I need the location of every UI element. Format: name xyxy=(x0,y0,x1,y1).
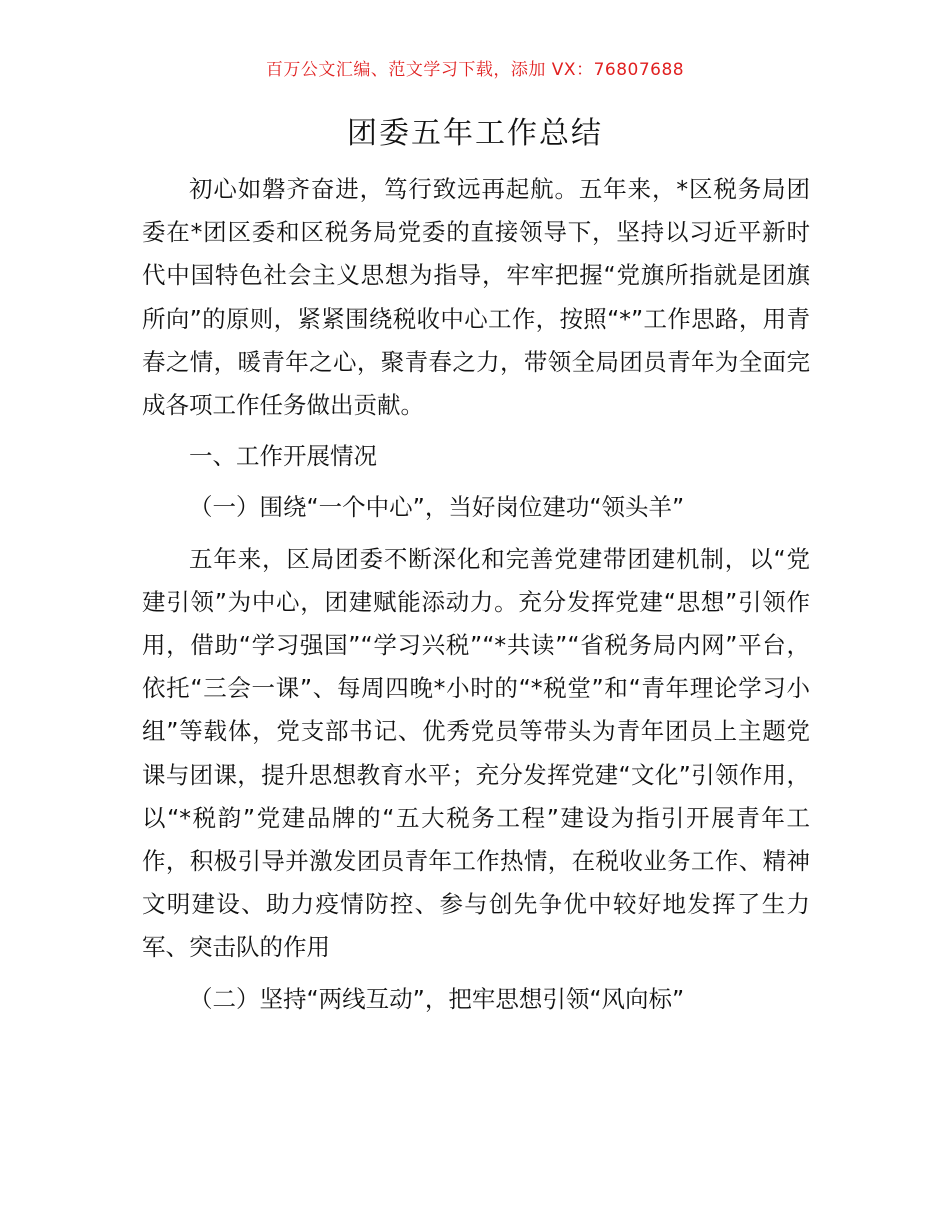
subsection-heading: （二）坚持“两线互动”，把牢思想引领“风向标” xyxy=(189,984,685,1013)
intro-paragraph: 初心如磐齐奋进，笃行致远再起航。五年来，*区税务局团委在*团区委和区税务局党委的直接领导下，坚持以习近平新时代中国特色社会主义思想为指导，牢牢把握“党旗所指就是团旗所向”的原则，紧紧围绕税收中心工作，按照“*”工作思路，用青春之情，暖青年之心，聚青春之力，带领全局团员青年为全面完成各项工作任务做出贡献。 xyxy=(142,175,810,420)
document-title: 团委五年工作总结 xyxy=(347,116,603,151)
body-paragraph: 五年来，区局团委不断深化和完善党建带团建机制，以“党建引领”为中心，团建赋能添动力。充分发挥党建“思想”引领作用，借助“学习强国”“学习兴税”“*共读”“省税务局内网”平台，依托“三会一课”、每周四晚*小时的“*税堂”和“青年理论学习小组”等载体，党支部书记、优秀党员等带头为青年团员上主题党课与团课，提升思想教育水平；充分发挥党建“文化”引领作用，以“*税韵”党建品牌的“五大税务工程”建设为指引开展青年工作，积极引导并激发团员青年工作热情，在税收业务工作、精神文明建设、助力疫情防控、参与创先争优中较好地发挥了生力军、突击队的作用 xyxy=(142,544,810,962)
watermark-header: 百万公文汇编、范文学习下载，添加 VX：76807688 xyxy=(265,60,685,80)
document-body xyxy=(142,168,810,1021)
section-heading: 一、工作开展情况 xyxy=(189,442,377,471)
subsection-heading: （一）围绕“一个中心”，当好岗位建功“领头羊” xyxy=(189,493,685,522)
